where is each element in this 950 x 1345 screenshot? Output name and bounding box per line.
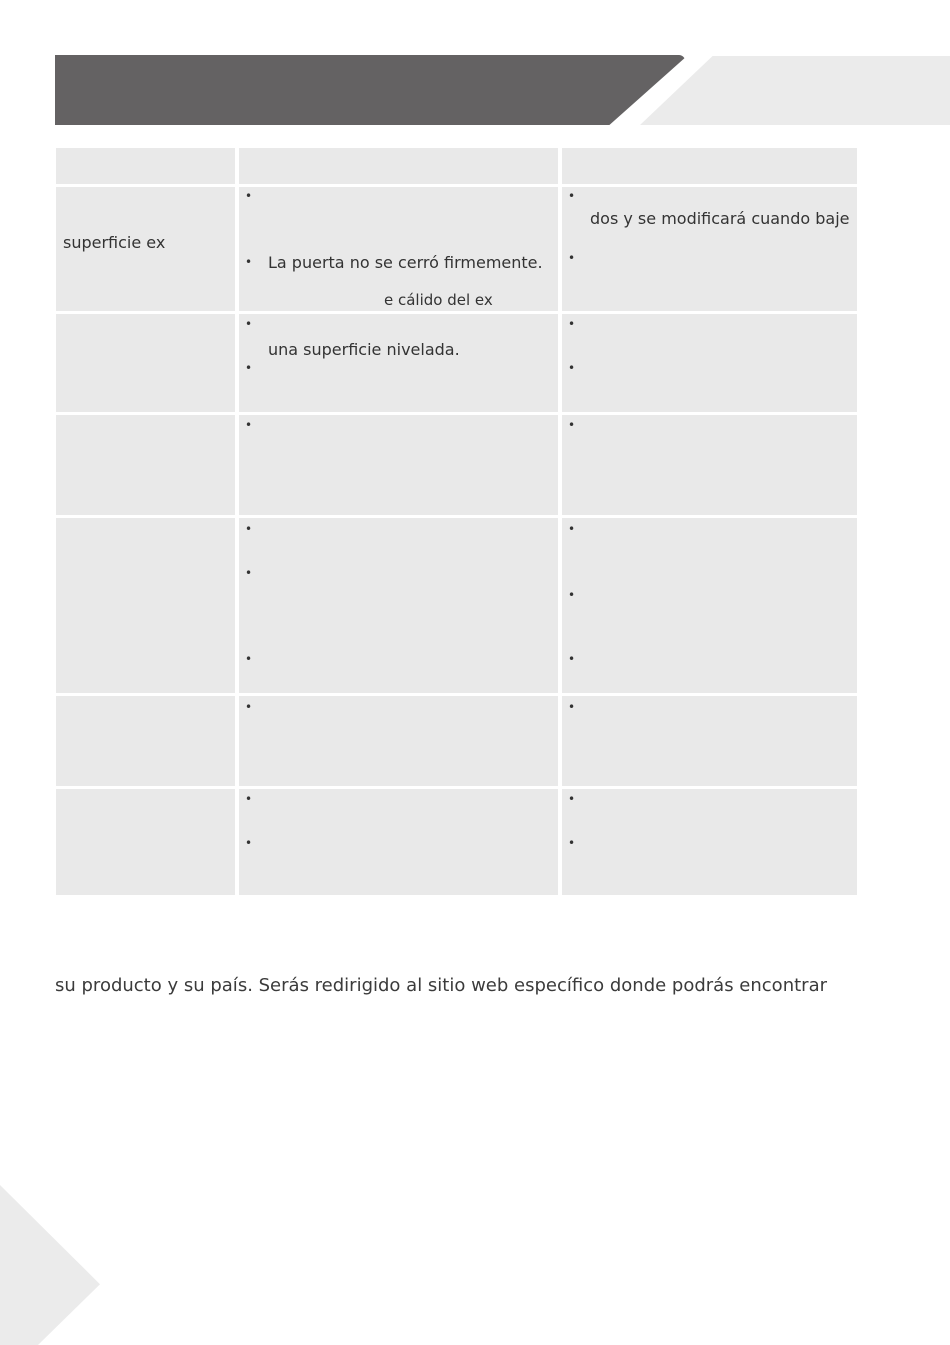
cause-text: una superficie nivelada. [268, 340, 460, 359]
bullet: • [568, 652, 576, 666]
problem-cell [56, 789, 235, 895]
troubleshooting-table [56, 148, 857, 898]
cause-cell [239, 518, 558, 693]
cause-text: e cálido del ex [384, 291, 493, 309]
problem-cell [56, 518, 235, 693]
table-header-row [56, 148, 857, 184]
table-row [56, 187, 857, 311]
bullet: • [568, 836, 576, 850]
header-cell-cause [239, 148, 558, 184]
solution-cell [562, 518, 857, 693]
corner-decoration [0, 1185, 100, 1345]
bullet: • [568, 418, 576, 432]
bullet: • [568, 792, 576, 806]
header-cell-solution [562, 148, 857, 184]
bullet: • [245, 566, 253, 580]
cause-cell [239, 415, 558, 515]
bullet: • [568, 189, 576, 203]
solution-cell [562, 415, 857, 515]
problem-cell [56, 187, 235, 311]
bullet: • [245, 361, 253, 375]
bullet: • [245, 189, 253, 203]
bullet: • [245, 255, 253, 269]
table-row [56, 314, 857, 412]
solution-text: dos y se modificará cuando baje [590, 209, 850, 228]
bullet: • [245, 792, 253, 806]
solution-cell [562, 314, 857, 412]
bullet: • [568, 588, 576, 602]
table-row [56, 696, 857, 786]
problem-cell [56, 314, 235, 412]
cause-cell [239, 789, 558, 895]
solution-cell [562, 789, 857, 895]
cause-cell [239, 314, 558, 412]
solution-cell [562, 187, 857, 311]
bullet: • [568, 317, 576, 331]
bullet: • [568, 361, 576, 375]
cause-text: La puerta no se cerró firmemente. [268, 253, 543, 272]
cause-cell [239, 696, 558, 786]
bullet: • [245, 836, 253, 850]
bullet: • [245, 700, 253, 714]
problem-cell [56, 696, 235, 786]
table-row [56, 789, 857, 895]
header-tab [640, 56, 950, 125]
bullet: • [568, 522, 576, 536]
bullet: • [568, 700, 576, 714]
footer-paragraph: su producto y su país. Serás redirigido al sitio web específico donde podrás encontrar [55, 975, 827, 996]
bullet: • [245, 522, 253, 536]
table-row [56, 518, 857, 693]
bullet: • [245, 652, 253, 666]
solution-cell [562, 696, 857, 786]
bullet: • [568, 251, 576, 265]
header-bar [55, 55, 685, 125]
bullet: • [245, 317, 253, 331]
header-cell-problem [56, 148, 235, 184]
cause-cell [239, 187, 558, 311]
problem-cell [56, 415, 235, 515]
problem-text: superficie ex [63, 233, 166, 252]
bullet: • [245, 418, 253, 432]
table-row [56, 415, 857, 515]
